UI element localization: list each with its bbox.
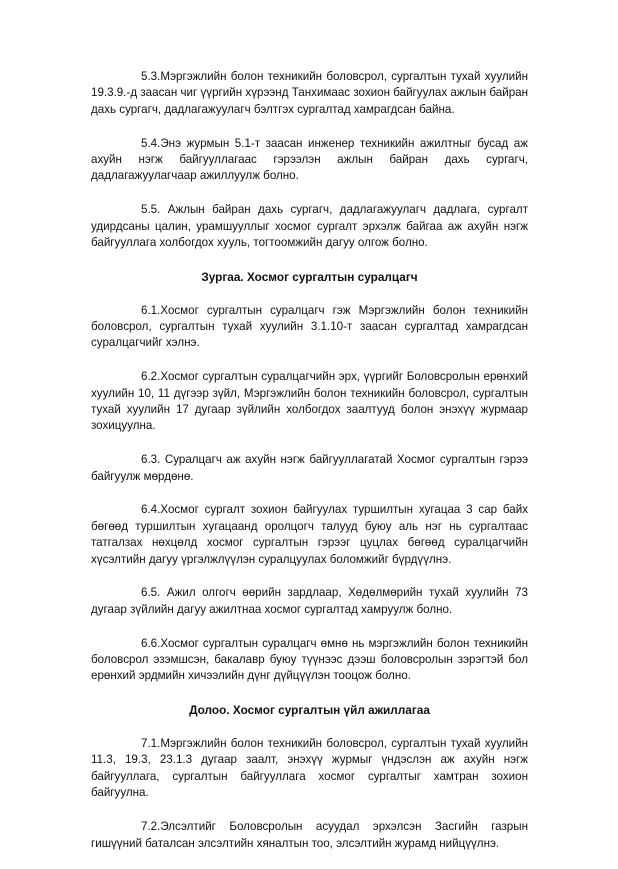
document-body: [91, 69, 528, 869]
paragraph-6-6: 6.6.Хосмог сургалтын суралцагч өмнө нь мэргэжлийн болон техникийн боловсрол эзэмшсэн, бакалавр буюу түүнээс дээш боловсролын зэрэгтэй бол ерөнхий эрдмийн хичээлийн дүнг дүйцүүлэн тооцож болно.: [91, 636, 528, 683]
paragraph-6-1: 6.1.Хосмог сургалтын суралцагч гэж Мэргэжлийн болон техникийн боловсрол, сургалтын тухай хуулийн 3.1.10-т заасан сургалтад хамрагдсан суралцагчийг хэлнэ.: [91, 303, 528, 350]
section-heading-6: Зургаа. Хосмог сургалтын суралцагч: [201, 269, 418, 284]
paragraph-7-1: 7.1.Мэргэжлийн болон техникийн боловсрол, сургалтын тухай хуулийн 11.3, 19.3, 23.1.3 дугаар заалт, энэхүү журмыг үндэслэн аж ахуйн нэгж байгууллага, сургалтын байгууллага хосмог сургалтыг хамтран зохион байгуулна.: [91, 737, 528, 800]
paragraph-7-2: 7.2.Элсэлтийг Боловсролын асуудал эрхэлсэн Засгийн газрын гишүүний баталсан элсэлтийн хяналтын тоо, элсэлтийн журамд нийцүүлнэ.: [91, 820, 528, 850]
section-heading-7: Долоо. Хосмог сургалтын үйл ажиллагаа: [189, 703, 430, 718]
paragraph-5-3: 5.3.Мэргэжлийн болон техникийн боловсрол, сургалтын тухай хуулийн 19.3.9.-д заасан чиг үүргийн хүрээнд Танхимаас зохион байгуулах ажлын байран дахь сургагч, дадлагажуулагч бэлтгэх сургалтад хамрагдсан байна.: [91, 70, 528, 116]
paragraph-6-4: 6.4.Хосмог сургалт зохион байгуулах туршилтын хугацаа 3 сар байх бөгөөд туршилтын хугацаанд оролцогч талууд буюу аль нэг нь сургалтаас татгалзах нөхцөлд хосмог сургалтын гэрээг цуцлах бөгөөд суралцагчийн хүсэлтийн дагуу үргэлжлүүлэн суралцуулах боломжийг бүрдүүлнэ.: [91, 503, 528, 566]
paragraph-5-5: 5.5. Ажлын байран дахь сургагч, дадлагажуулагч дадлага, сургалт удирдсаны цалин, урамшууллыг хосмог сургалт эрхэлж байгаа аж ахуйн нэгж байгууллага холбогдох хууль, тогтоомжийн дагуу олгож болно.: [91, 203, 528, 250]
paragraph-5-4: 5.4.Энэ журмын 5.1-т заасан инженер техникийн ажилтныг бусад аж ахуйн нэгж байгууллагаас гэрээлэн ажлын байран дахь сургагч, дадлагажуулагчаар ажиллуулж болно.: [91, 136, 528, 183]
paragraph-6-2: 6.2.Хосмог сургалтын суралцагчийн эрх, үүргийг Боловсролын ерөнхий хуулийн 10, 11 дүгээр зүйл, Мэргэжлийн болон техникийн боловсрол, сургалтын тухай хуулийн 17 дугаар зүйлийн холбогдох заалтууд болон энэхүү журмаар зохицуулна.: [91, 370, 528, 433]
paragraph-6-3: 6.3. Суралцагч аж ахуйн нэгж байгууллагатай Хосмог сургалтын гэрээ байгуулж мөрдөнө.: [91, 453, 528, 483]
paragraph-6-5: 6.5. Ажил олгогч өөрийн зардлаар, Хөдөлмөрийн тухай хуулийн 73 дугаар зүйлийн дагуу ажилтнаа хосмог сургалтад хамруулж болно.: [91, 586, 528, 616]
